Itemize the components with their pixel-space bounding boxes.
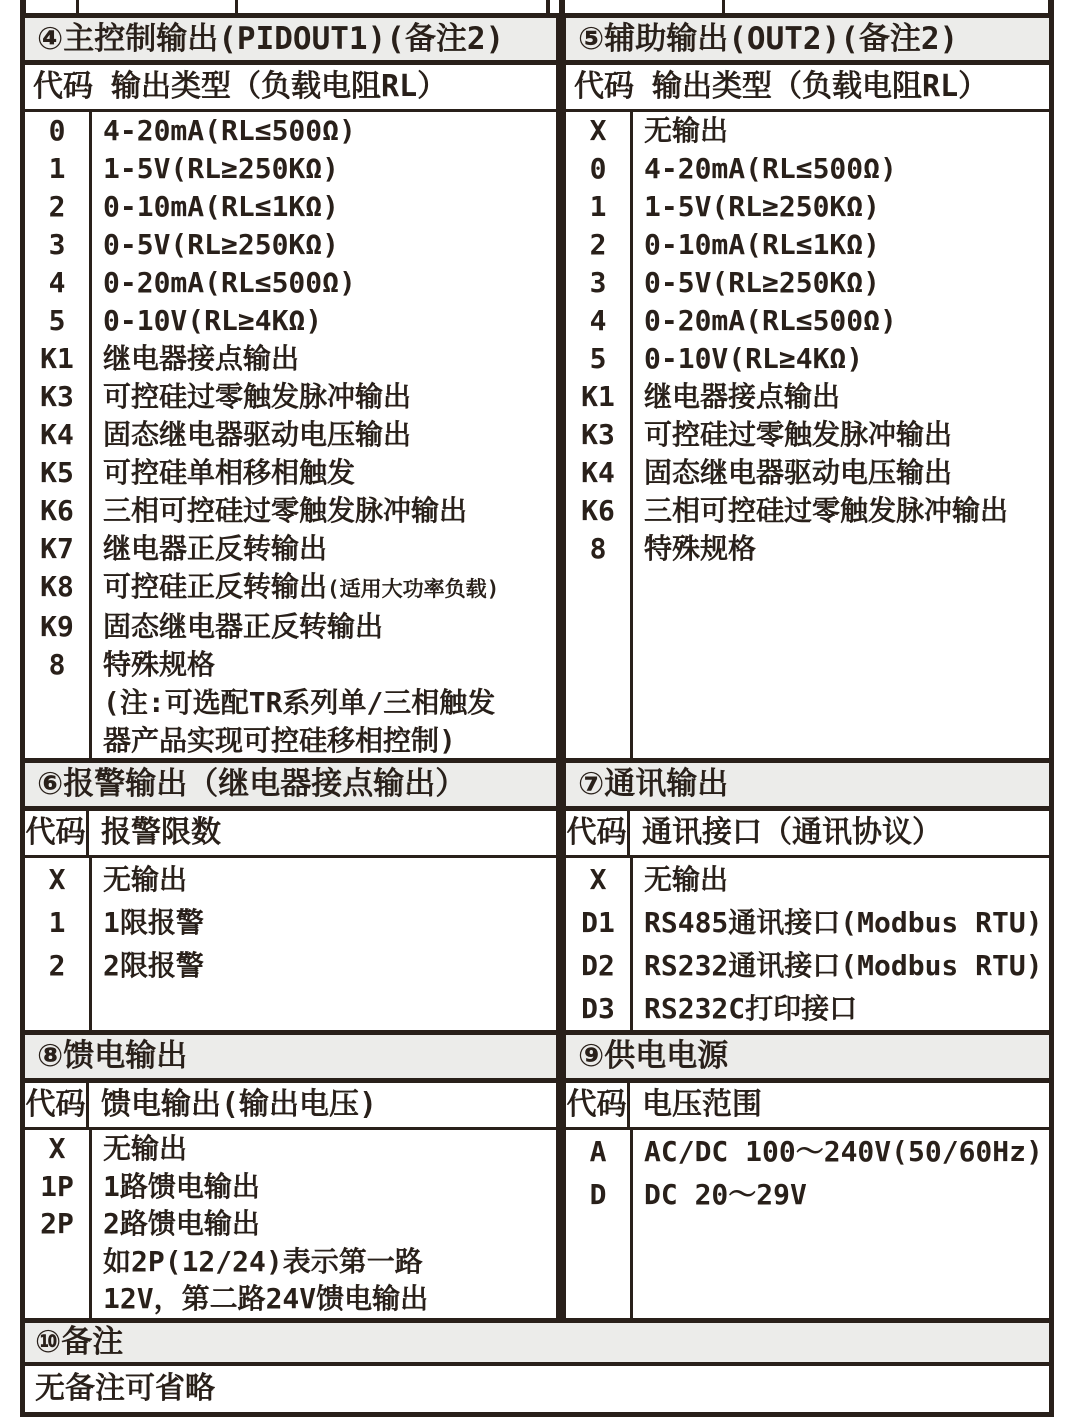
desc-cell: 2限报警 — [103, 949, 204, 982]
desc-cell: 可控硅过零触发脉冲输出 — [644, 418, 953, 451]
desc-cell: 无输出 — [644, 863, 729, 896]
table-remnant-line — [722, 0, 725, 13]
table-row — [25, 568, 556, 608]
desc-cell: (注:可选配TR系列单/三相触发 — [103, 686, 496, 719]
table-row — [25, 302, 556, 340]
table-row — [25, 858, 556, 901]
table-row — [566, 944, 1049, 987]
code-cell: 2P — [40, 1207, 74, 1241]
code-cell: K6 — [581, 494, 615, 527]
table-row — [25, 722, 556, 758]
desc-cell: AC/DC 100～240V(50/60Hz) — [644, 1135, 1043, 1168]
desc-cell: 可控硅正反转输出(适用大功率负载) — [103, 570, 500, 603]
code-cell: K8 — [40, 570, 74, 603]
code-cell: K1 — [581, 380, 615, 413]
table-row — [25, 901, 556, 944]
table-row — [25, 1168, 556, 1206]
desc-cell: 0-5V(RL≥250KΩ) — [103, 228, 340, 261]
desc-cell: RS485通讯接口(Modbus RTU) — [644, 906, 1043, 939]
table-row — [25, 1130, 556, 1168]
section-10-note: 无备注可省略 — [35, 1371, 215, 1406]
desc-header-label: 通讯接口（通讯协议） — [642, 815, 942, 850]
table-row — [566, 340, 1049, 378]
desc-cell: 0-10V(RL≥4KΩ) — [103, 304, 323, 337]
column-header-label: 代码 输出类型（负载电阻RL） — [574, 69, 989, 104]
table-row — [25, 1243, 556, 1281]
table-remnant-line — [76, 0, 79, 13]
section-4-body — [25, 112, 556, 758]
code-cell: K5 — [40, 456, 74, 489]
table-row — [566, 226, 1049, 264]
section-6-column-header — [25, 811, 556, 858]
desc-cell: 12V，第二路24V馈电输出 — [103, 1282, 429, 1316]
table-row — [566, 492, 1049, 530]
desc-cell: 1-5V(RL≥250KΩ) — [644, 190, 881, 223]
code-cell: K1 — [40, 342, 74, 375]
section-8-title: ⑧馈电输出 — [37, 1038, 188, 1074]
desc-cell: 无输出 — [644, 114, 729, 147]
desc-cell: 三相可控硅过零触发脉冲输出 — [103, 494, 468, 527]
section-8-column-header — [25, 1083, 556, 1130]
desc-cell: 特殊规格 — [103, 648, 216, 681]
section-10-title: ⑩备注 — [35, 1324, 124, 1360]
table-row — [25, 112, 556, 150]
code-cell: 8 — [589, 532, 607, 565]
table-row — [566, 901, 1049, 944]
desc-cell: DC 20～29V — [644, 1178, 807, 1211]
table-remnant-line — [1048, 0, 1054, 13]
right-column — [561, 13, 1054, 1318]
code-cell: X — [589, 114, 607, 147]
code-header-label: 代码 — [566, 1083, 630, 1127]
desc-cell: 2路馈电输出 — [103, 1207, 260, 1241]
table-row — [25, 646, 556, 684]
section-9-header — [566, 1030, 1049, 1083]
desc-cell: 三相可控硅过零触发脉冲输出 — [644, 494, 1009, 527]
code-cell — [25, 1280, 89, 1318]
section-5-header — [566, 13, 1049, 65]
code-cell: 1P — [40, 1169, 74, 1203]
section-9-column-header — [566, 1083, 1049, 1130]
desc-cell: 0-10mA(RL≤1KΩ) — [103, 190, 340, 223]
code-cell: 5 — [48, 304, 66, 337]
section-9-body — [566, 1130, 1049, 1318]
code-cell: D — [589, 1178, 607, 1211]
code-cell: 2 — [48, 949, 66, 982]
table-row — [566, 264, 1049, 302]
table-remnant-line — [559, 0, 565, 13]
section-7-title: ⑦通讯输出 — [578, 766, 729, 802]
table-row — [25, 944, 556, 987]
desc-cell: 0-5V(RL≥250KΩ) — [644, 266, 881, 299]
table-row — [25, 150, 556, 188]
code-cell: 3 — [48, 228, 66, 261]
section-10-header — [20, 1318, 1054, 1366]
desc-cell: 特殊规格 — [644, 532, 757, 565]
section-10-note-row — [20, 1366, 1054, 1417]
code-cell: 5 — [589, 342, 607, 375]
desc-note: (适用大功率负载) — [327, 577, 500, 601]
table-row — [25, 608, 556, 646]
code-cell — [25, 1243, 89, 1281]
code-cell: D2 — [581, 949, 615, 982]
table-row — [25, 454, 556, 492]
code-cell: X — [48, 863, 66, 896]
section-5-title: ⑤辅助输出(OUT2)(备注2) — [578, 21, 959, 57]
table-row — [25, 530, 556, 568]
desc-cell: 继电器正反转输出 — [103, 532, 328, 565]
section-9-title: ⑨供电电源 — [578, 1038, 729, 1074]
desc-cell: 固态继电器驱动电压输出 — [103, 418, 412, 451]
table-row — [566, 987, 1049, 1030]
desc-cell: 1限报警 — [103, 906, 204, 939]
code-cell: 0 — [48, 114, 66, 147]
desc-header-label: 电压范围 — [642, 1087, 762, 1122]
section-7-column-header — [566, 811, 1049, 858]
desc-cell: 1-5V(RL≥250KΩ) — [103, 152, 340, 185]
code-cell: K3 — [581, 418, 615, 451]
table-row — [566, 530, 1049, 568]
desc-cell: 0-10V(RL≥4KΩ) — [644, 342, 864, 375]
desc-cell: 无输出 — [103, 863, 188, 896]
code-cell: X — [48, 1132, 66, 1165]
table-row — [566, 1173, 1049, 1216]
section-4-title: ④主控制输出(PIDOUT1)(备注2) — [37, 21, 505, 57]
desc-cell: RS232C打印接口 — [644, 992, 858, 1025]
desc-cell: 固态继电器正反转输出 — [103, 610, 384, 643]
code-cell: D3 — [581, 992, 615, 1025]
desc-cell: 继电器接点输出 — [103, 342, 300, 375]
left-column — [20, 13, 561, 1318]
table-row — [566, 858, 1049, 901]
code-cell: K3 — [40, 380, 74, 413]
desc-cell: 可控硅过零触发脉冲输出 — [103, 380, 412, 413]
desc-cell: 如2P(12/24)表示第一路 — [103, 1244, 423, 1278]
code-header-label: 代码 — [566, 811, 630, 855]
code-cell: 1 — [48, 152, 66, 185]
section-6-title: ⑥报警输出（继电器接点输出） — [37, 766, 467, 802]
table-row — [25, 264, 556, 302]
table-row — [25, 684, 556, 722]
code-cell: K9 — [40, 610, 74, 643]
code-cell: 0 — [589, 152, 607, 185]
desc-cell: 1路馈电输出 — [103, 1169, 260, 1203]
table-row — [25, 226, 556, 264]
code-header-label: 代码 — [25, 1083, 89, 1127]
table-row — [566, 1130, 1049, 1173]
section-4-header — [25, 13, 556, 65]
table-row — [566, 378, 1049, 416]
desc-cell: RS232通讯接口(Modbus RTU) — [644, 949, 1043, 982]
code-cell: X — [589, 863, 607, 896]
section-6-body — [25, 858, 556, 1030]
table-row — [566, 188, 1049, 226]
code-cell: A — [589, 1135, 607, 1168]
code-cell: K4 — [40, 418, 74, 451]
desc-cell: 固态继电器驱动电压输出 — [644, 456, 953, 489]
table-row — [25, 1205, 556, 1243]
table-row — [25, 1280, 556, 1318]
column-header-label: 代码 输出类型（负载电阻RL） — [33, 69, 448, 104]
desc-cell: 可控硅单相移相触发 — [103, 456, 356, 489]
section-7-body — [566, 858, 1049, 1030]
section-4-column-header — [25, 65, 556, 112]
code-cell: 4 — [48, 266, 66, 299]
code-cell: 2 — [48, 190, 66, 223]
desc-cell: 无输出 — [103, 1132, 188, 1165]
desc-cell: 0-20mA(RL≤500Ω) — [644, 304, 897, 337]
code-cell: K7 — [40, 532, 74, 565]
desc-header-label: 馈电输出(输出电压) — [101, 1087, 378, 1122]
table-row — [566, 150, 1049, 188]
section-8-header — [25, 1030, 556, 1083]
code-header-label: 代码 — [25, 811, 89, 855]
table-row — [566, 112, 1049, 150]
table-row — [25, 378, 556, 416]
table-row — [25, 188, 556, 226]
desc-cell: 4-20mA(RL≤500Ω) — [103, 114, 356, 147]
section-7-header — [566, 758, 1049, 811]
section-10 — [20, 1318, 1054, 1417]
section-8-body — [25, 1130, 556, 1318]
desc-cell: 0-20mA(RL≤500Ω) — [103, 266, 356, 299]
table-row — [566, 302, 1049, 340]
table-row — [566, 454, 1049, 492]
code-cell: 4 — [589, 304, 607, 337]
code-cell: K4 — [581, 456, 615, 489]
desc-cell: 器产品实现可控硅移相控制) — [103, 724, 456, 757]
desc-header-label: 报警限数 — [101, 815, 221, 850]
code-cell: 1 — [48, 906, 66, 939]
code-cell: D1 — [581, 906, 615, 939]
table-remnant-line — [546, 0, 550, 13]
table-row — [25, 492, 556, 530]
desc-cell: 0-10mA(RL≤1KΩ) — [644, 228, 881, 261]
table-row — [25, 340, 556, 378]
code-cell: 8 — [48, 648, 66, 681]
code-cell — [25, 722, 89, 758]
table-row — [566, 416, 1049, 454]
code-cell: 1 — [589, 190, 607, 223]
section-5-body — [566, 112, 1049, 758]
table-remnant-line — [235, 0, 238, 13]
code-cell — [25, 684, 89, 722]
code-cell: 3 — [589, 266, 607, 299]
section-6-header — [25, 758, 556, 811]
table-remnant-line — [20, 0, 26, 13]
code-cell: K6 — [40, 494, 74, 527]
section-5-column-header — [566, 65, 1049, 112]
desc-cell: 继电器接点输出 — [644, 380, 841, 413]
code-cell: 2 — [589, 228, 607, 261]
table-row — [25, 416, 556, 454]
desc-cell: 4-20mA(RL≤500Ω) — [644, 152, 897, 185]
